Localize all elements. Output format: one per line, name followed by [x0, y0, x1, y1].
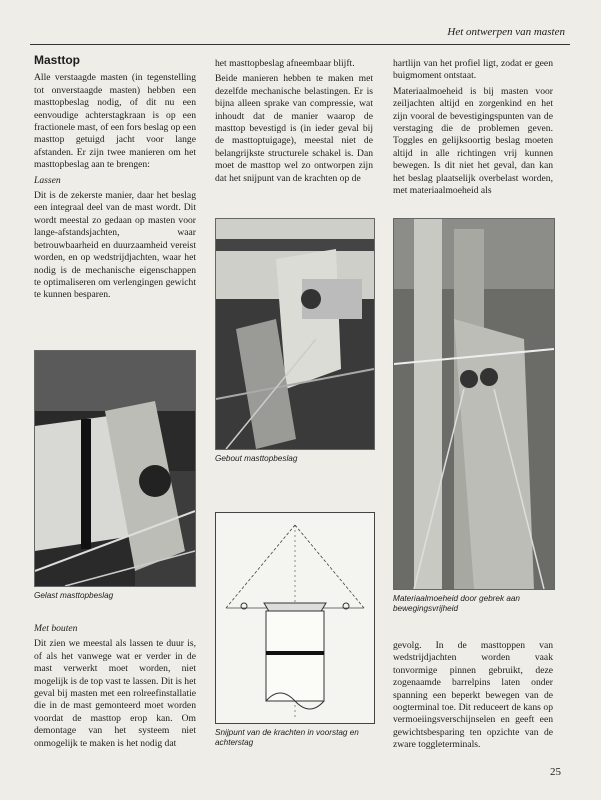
column-1-top	[34, 54, 196, 305]
caption-diagram: Snijpunt van de krachten in voorstag en achterstag	[215, 728, 359, 747]
section-title: Masttop	[34, 53, 80, 67]
lassen-paragraph: Dit is de zekerste manier, daar het beslag een integraal deel van de mast wordt. Dit wordt meestal zo gedaan op masten voor lange-afstandsjachten, waar betrouwbaarheid en duurzaamheid vereist worden, en op wedstrijdjachten, waar het nodig is de mechanische eigenschappen te optimaliseren om verlengingen gewicht te kunnen besparen.	[34, 190, 196, 301]
caption-bolted: Gebout masttopbeslag	[215, 454, 298, 463]
diagram-force-intersection	[215, 512, 375, 724]
photo-welded-masthead	[34, 350, 196, 587]
bouten-paragraph: Dit zien we meestal als lassen te duur is, of als het vanwege wat er verder in de mast verwerkt moet worden, niet mogelijk is de top vast te lassen. Dit is het geval bij masten met een rolreefinstallatie die in de mast gemonteerd moet worden voordat de masttop erop kan. Om demontage van het systeem niet onmogelijk te maken is het nodig dat	[34, 638, 197, 749]
subheading-lassen: Lassen	[34, 174, 61, 186]
photo-fatigue	[393, 218, 555, 590]
col2-paragraph-1: het masttopbeslag afneembaar blijft.	[215, 58, 355, 69]
column-1-bottom	[34, 623, 196, 753]
col3-paragraph-3: gevolg. In de masttoppen van wedstrijdjachten worden vaak tonvormige pinnen gebruikt, deze zogenaamde barrelpins laten onder spanning een beperkt bewegen van de oogterminal toe. Dit reduceert de kans op vermoeiingsverschijnselen en geeft een gewichtsbesparing ten opzichte van de zware toggleterminals.	[393, 640, 553, 751]
column-3-bottom	[393, 640, 553, 755]
column-2-top	[215, 58, 373, 188]
photo-bolted-masthead	[215, 218, 375, 450]
caption-welded: Gelast masttopbeslag	[34, 591, 114, 600]
intro-paragraph: Alle verstaagde masten (in tegenstelling tot onverstaagde masten) hebben een masttopbeslag nodig, of dit nu een eenvoudige achterstagkraan is op een fractionele mast, of een fors beslag op een masttop getuigd jacht voor lange afstanden. Er zijn twee manieren om het masttopbeslag aan te brengen:	[34, 72, 196, 171]
col2-paragraph-2: Beide manieren hebben te maken met dezelfde mechanische belastingen. Er is bijna alleen sprake van compressie, wat inhoudt dat de manier waarop de masttop bevestigd is (in ieder geval bij de masttoptuigage), meestal niet de belangrijkste structurele schakel is. Dan moet de masttop wel zo ontworpen zijn dat het snijpunt van de krachten op de	[215, 73, 373, 184]
header-rule	[30, 44, 570, 45]
page-number: 25	[550, 766, 561, 778]
col3-paragraph-1: hartlijn van het profiel ligt, zodat er geen buigmoment ontstaat.	[393, 58, 553, 82]
col3-paragraph-2: Materiaalmoeheid is bij masten voor zeiljachten altijd en zorgenkind en het zijn vooral de bevestigingspunten van de verstaging die de problemen geven. Toggles en gelijksoortig beslag moeten altijd in alle richtingen vrij kunnen bewegen. Is dit niet het geval, dan kan het beslag plaatselijk overbelast worden, met materiaalmoeheid als	[393, 85, 553, 197]
column-3-top	[393, 58, 553, 200]
subheading-bouten: Met bouten	[34, 623, 78, 634]
running-head: Het ontwerpen van masten	[447, 26, 565, 38]
caption-fatigue: Materiaalmoeheid door gebrek aan bewegingsvrijheid	[393, 594, 520, 613]
